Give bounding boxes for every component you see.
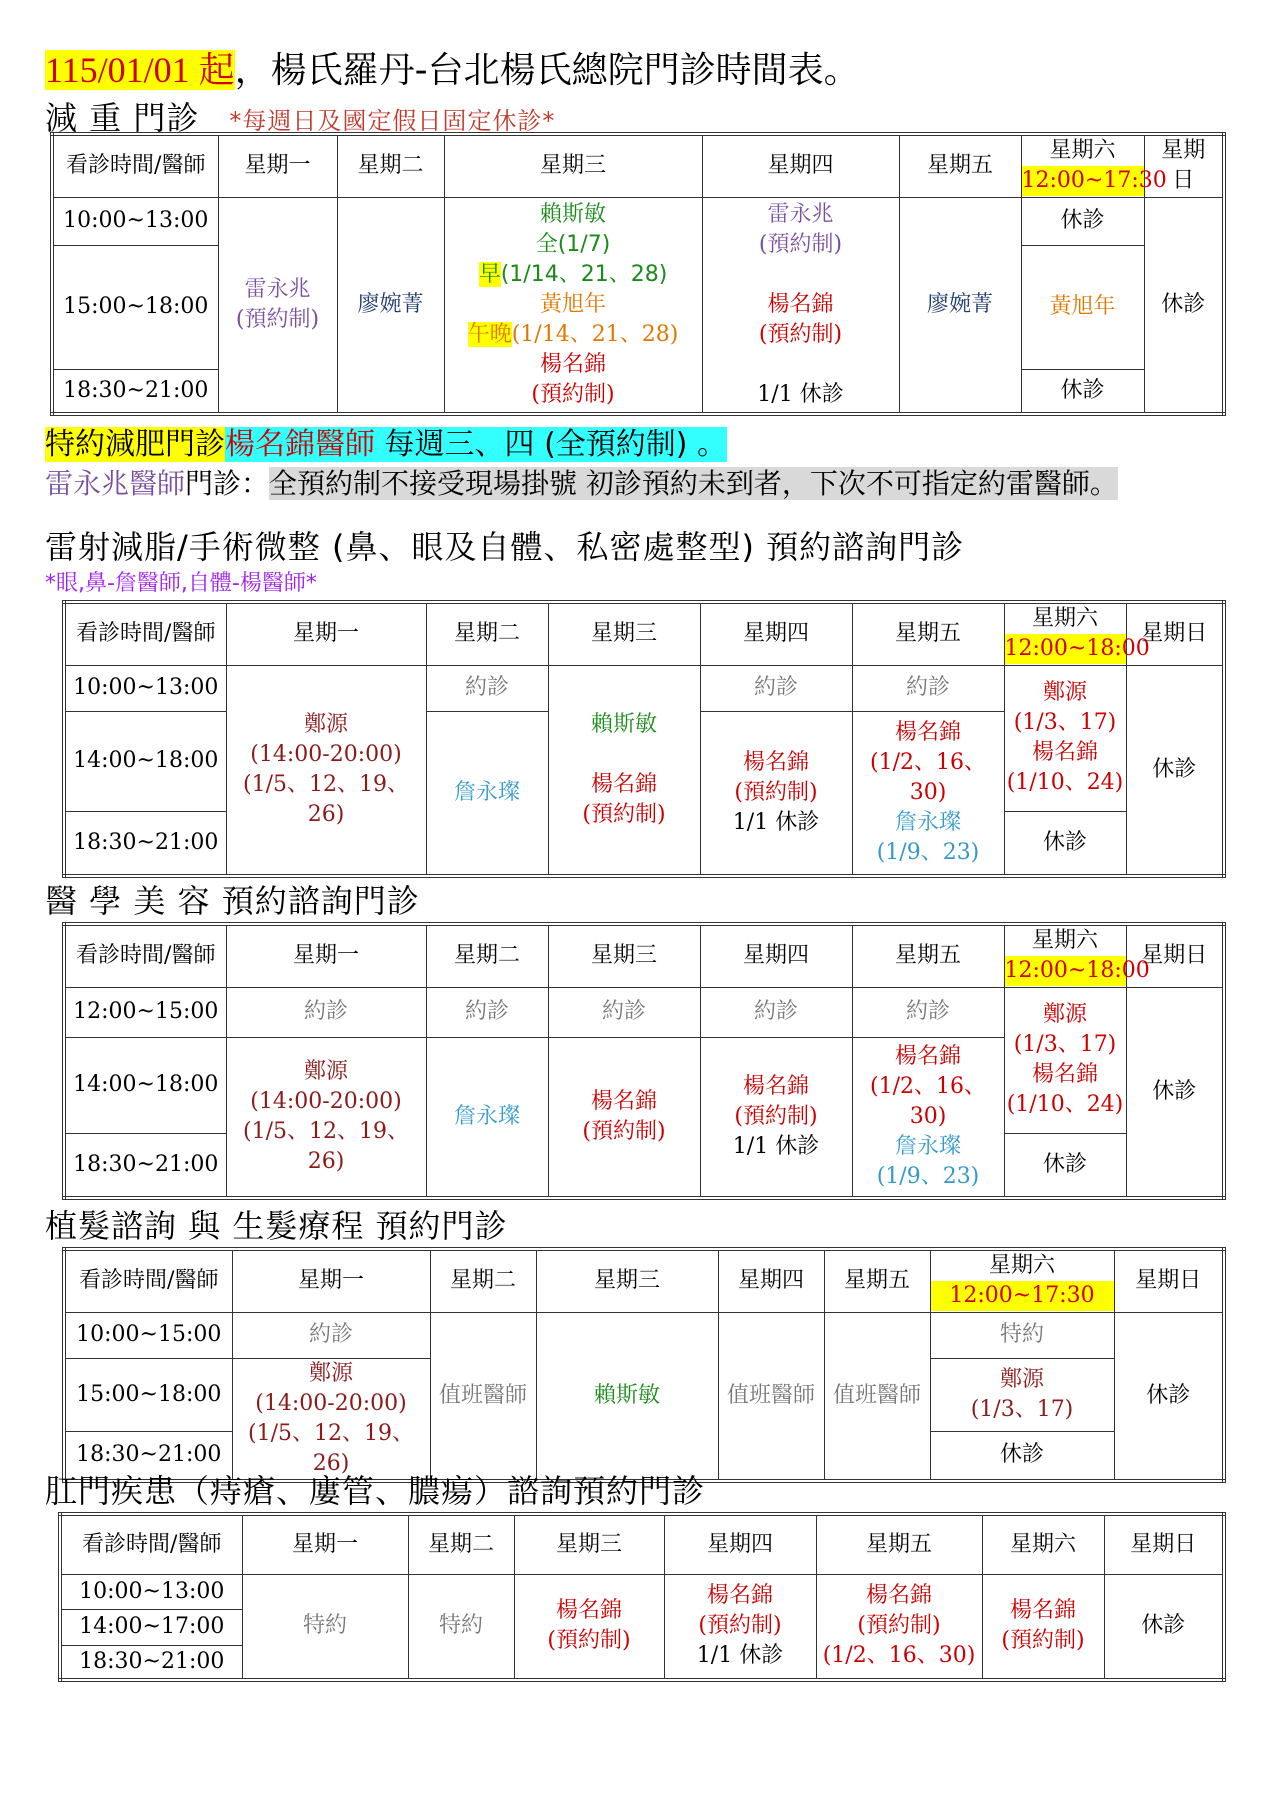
header-fri: 星期五 (899, 134, 1021, 197)
sat-cell: 休診 (1021, 369, 1144, 414)
fri-cell: 楊名錦 (預約制) (1/2、16、30) (816, 1574, 982, 1680)
anal-schedule (58, 1512, 1226, 1682)
time-slot: 10:00~15:00 (64, 1312, 232, 1358)
time-slot: 15:00~18:00 (52, 245, 218, 369)
header-wed: 星期三 (514, 1514, 664, 1574)
laser-surgery-schedule (62, 600, 1226, 878)
tue-cell: 詹永璨 (426, 1037, 548, 1198)
header-sun: 星期日 (1126, 924, 1224, 987)
fri-cell: 值班醫師 (824, 1312, 930, 1481)
section-aesthetic-heading: 醫 學 美 容 預約諮詢門診 (45, 882, 420, 920)
sat-cell: 鄭源 (1/3、17) 楊名錦 (1/10、24) (1004, 665, 1126, 811)
header-time-doctor: 看診時間/醫師 (64, 602, 226, 665)
header-sun: 星期日 (1126, 602, 1224, 665)
fri-cell: 約診 (852, 987, 1004, 1037)
time-slot: 18:30~21:00 (52, 369, 218, 414)
header-wed: 星期三 (548, 924, 700, 987)
sat-cell: 楊名錦 (預約制) (982, 1574, 1104, 1680)
sat-cell: 特約 (930, 1312, 1114, 1358)
thu-cell: 楊名錦 (預約制) 1/1 休診 (664, 1574, 816, 1680)
sun-cell: 休診 (1126, 665, 1224, 876)
title-text: ，楊氏羅丹-台北楊氏總院門診時間表。 (234, 50, 860, 91)
mon-cell: 鄭源 (14:00-20:00) (1/5、12、19、26) (232, 1358, 430, 1481)
header-sun: 星期 日 (1144, 134, 1224, 197)
wed-cell: 賴斯敏 楊名錦 (預約制) (548, 665, 700, 876)
time-slot: 18:30~21:00 (64, 1432, 232, 1481)
thu-cell: 約診 (700, 987, 852, 1037)
wed-cell: 賴斯敏 (536, 1312, 718, 1481)
page-title (45, 42, 860, 93)
fri-cell: 廖婉菁 (899, 197, 1021, 414)
header-sat: 星期六 12:00~17:30 (1021, 134, 1144, 197)
fri-cell: 楊名錦 (1/2、16、30) 詹永璨 (1/9、23) (852, 1037, 1004, 1198)
time-slot: 10:00~13:00 (64, 665, 226, 711)
closed-note: *每週日及國定假日固定休診* (229, 107, 556, 135)
header-time-doctor: 看診時間/醫師 (64, 924, 226, 987)
thu-cell: 楊名錦 (預約制) 1/1 休診 (700, 711, 852, 876)
header-sun: 星期日 (1104, 1514, 1224, 1574)
fri-cell: 約診 (852, 665, 1004, 711)
heading-text: 減 重 門診 (45, 99, 200, 137)
time-slot: 14:00~17:00 (60, 1609, 242, 1645)
sun-cell: 休診 (1126, 987, 1224, 1198)
thu-cell: 值班醫師 (718, 1312, 824, 1481)
hair-schedule (62, 1247, 1226, 1483)
thu-cell: 約診 (700, 665, 852, 711)
time-slot: 15:00~18:00 (64, 1358, 232, 1432)
aesthetic-schedule (62, 922, 1226, 1200)
mon-cell: 特約 (242, 1574, 408, 1680)
header-mon: 星期一 (226, 602, 426, 665)
sun-cell: 休診 (1114, 1312, 1224, 1481)
header-tue: 星期二 (408, 1514, 514, 1574)
header-fri: 星期五 (824, 1249, 930, 1312)
thu-cell: 楊名錦 (預約制) 1/1 休診 (700, 1037, 852, 1198)
lei-doctor-note: 雷永兆醫師門診：全預約制不接受現場掛號 初診預約未到者，下次不可指定約雷醫師。 (45, 467, 1118, 500)
time-slot: 14:00~18:00 (64, 711, 226, 811)
wed-cell: 約診 (548, 987, 700, 1037)
section-laser-subnote: *眼,鼻-詹醫師,自體-楊醫師* (45, 571, 317, 596)
time-slot: 10:00~13:00 (52, 197, 218, 245)
weight-loss-schedule (50, 132, 1226, 416)
header-wed: 星期三 (444, 134, 702, 197)
thu-cell: 雷永兆 (預約制) 楊名錦 (預約制) 1/1 休診 (702, 197, 899, 414)
mon-cell: 鄭源 (14:00-20:00) (1/5、12、19、26) (226, 665, 426, 876)
mon-cell: 雷永兆 (預約制) (218, 197, 337, 414)
tue-cell: 特約 (408, 1574, 514, 1680)
header-fri: 星期五 (816, 1514, 982, 1574)
header-mon: 星期一 (226, 924, 426, 987)
mon-cell: 鄭源 (14:00-20:00) (1/5、12、19、26) (226, 1037, 426, 1198)
wed-cell: 楊名錦 (預約制) (514, 1574, 664, 1680)
sat-cell: 黃旭年 (1021, 245, 1144, 369)
fri-cell: 楊名錦 (1/2、16、30) 詹永璨 (1/9、23) (852, 711, 1004, 876)
time-slot: 12:00~15:00 (64, 987, 226, 1037)
mon-cell: 約診 (226, 987, 426, 1037)
section-anal-heading: 肛門疾患（痔瘡、廔管、膿瘍）諮詢預約門診 (45, 1472, 706, 1510)
sat-cell: 鄭源 (1/3、17) 楊名錦 (1/10、24) (1004, 987, 1126, 1133)
tue-cell: 約診 (426, 987, 548, 1037)
header-tue: 星期二 (426, 602, 548, 665)
header-time-doctor: 看診時間/醫師 (64, 1249, 232, 1312)
header-fri: 星期五 (852, 924, 1004, 987)
sat-cell: 鄭源 (1/3、17) (930, 1358, 1114, 1432)
header-thu: 星期四 (700, 924, 852, 987)
header-sat: 星期六 (982, 1514, 1104, 1574)
effective-date: 115/01/01 起 (45, 50, 235, 90)
header-time-doctor: 看診時間/醫師 (52, 134, 218, 197)
header-tue: 星期二 (430, 1249, 536, 1312)
header-time-doctor: 看診時間/醫師 (60, 1514, 242, 1574)
sat-cell: 休診 (930, 1432, 1114, 1481)
header-tue: 星期二 (426, 924, 548, 987)
header-thu: 星期四 (702, 134, 899, 197)
header-tue: 星期二 (337, 134, 444, 197)
header-mon: 星期一 (242, 1514, 408, 1574)
header-thu: 星期四 (700, 602, 852, 665)
header-sat: 星期六 12:00~18:00 (1004, 924, 1126, 987)
tue-cell: 詹永璨 (426, 711, 548, 876)
time-slot: 18:30~21:00 (64, 1133, 226, 1198)
sat-cell: 休診 (1004, 811, 1126, 876)
header-mon: 星期一 (232, 1249, 430, 1312)
tue-cell: 值班醫師 (430, 1312, 536, 1481)
time-slot: 14:00~18:00 (64, 1037, 226, 1133)
header-thu: 星期四 (718, 1249, 824, 1312)
header-wed: 星期三 (548, 602, 700, 665)
wed-cell: 賴斯敏 全(1/7) 早(1/14、21、28) 黃旭年 午晚(1/14、21、28) 楊名錦 (預約制) (444, 197, 702, 414)
sun-cell: 休診 (1104, 1574, 1224, 1680)
header-thu: 星期四 (664, 1514, 816, 1574)
time-slot: 18:30~21:00 (60, 1645, 242, 1680)
header-fri: 星期五 (852, 602, 1004, 665)
header-sat: 星期六 12:00~18:00 (1004, 602, 1126, 665)
time-slot: 18:30~21:00 (64, 811, 226, 876)
mon-cell: 約診 (232, 1312, 430, 1358)
header-mon: 星期一 (218, 134, 337, 197)
time-slot: 10:00~13:00 (60, 1574, 242, 1609)
header-wed: 星期三 (536, 1249, 718, 1312)
sun-cell: 休診 (1144, 197, 1224, 414)
header-sat: 星期六 12:00~17:30 (930, 1249, 1114, 1312)
tue-cell: 約診 (426, 665, 548, 711)
wed-cell: 楊名錦 (預約制) (548, 1037, 700, 1198)
special-weight-loss-note: 特約減肥門診楊名錦醫師 每週三、四 (全預約制) 。 (45, 427, 728, 462)
section-laser-heading: 雷射減脂/手術微整 (鼻、眼及自體、私密處整型) 預約諮詢門診 (45, 528, 965, 566)
sat-cell: 休診 (1021, 197, 1144, 245)
sat-cell: 休診 (1004, 1133, 1126, 1198)
header-sun: 星期日 (1114, 1249, 1224, 1312)
section-hair-heading: 植髮諮詢 與 生髮療程 預約門診 (45, 1207, 508, 1245)
tue-cell: 廖婉菁 (337, 197, 444, 414)
